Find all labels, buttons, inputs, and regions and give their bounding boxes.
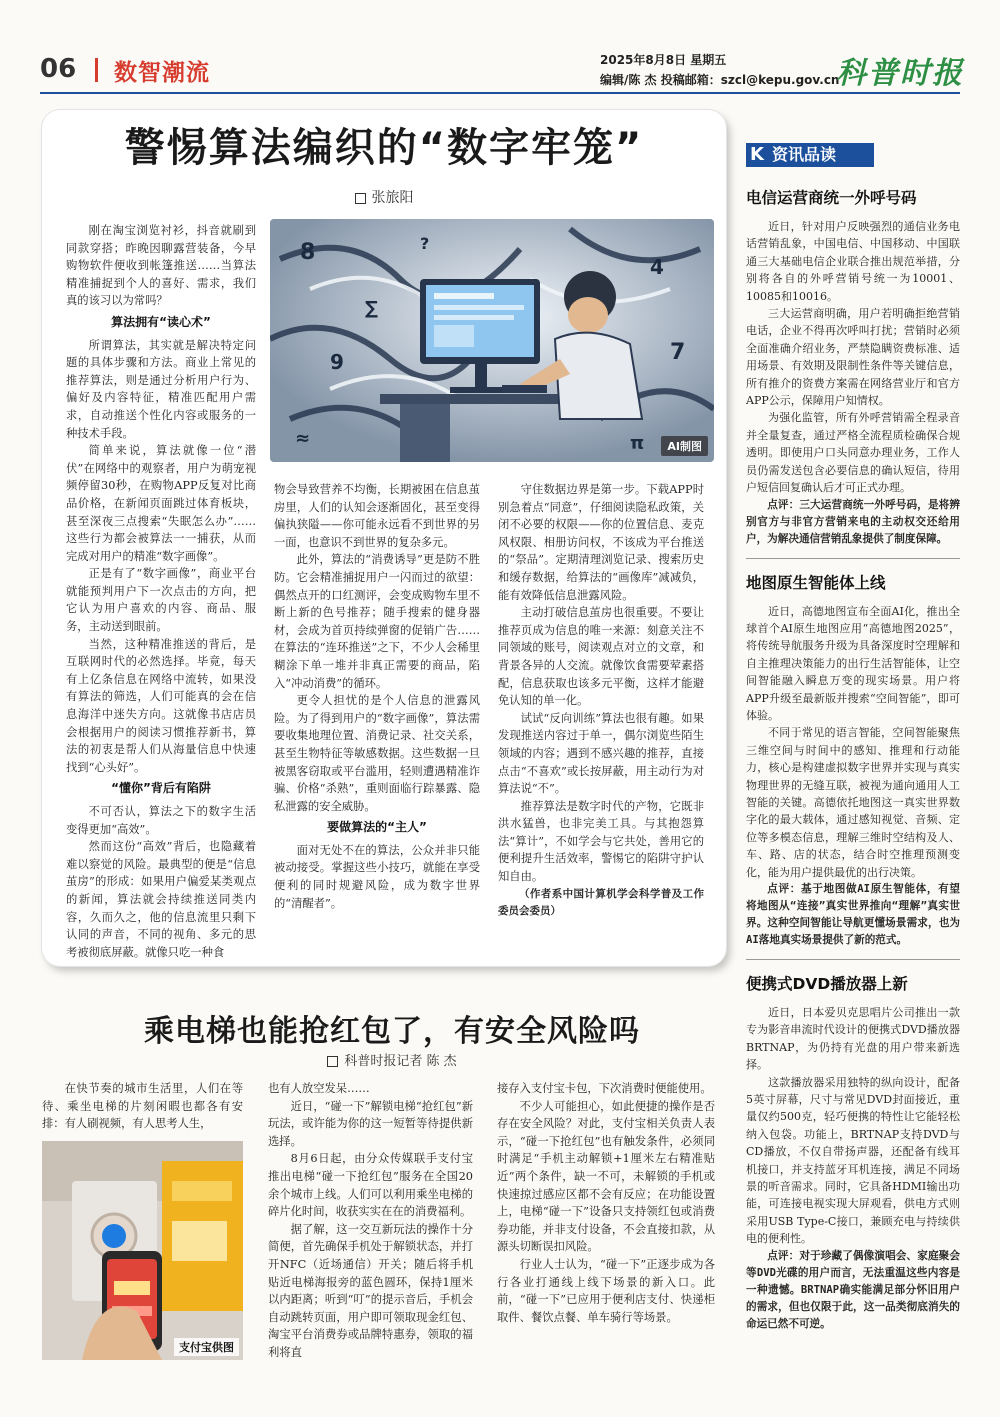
article-title: 警惕算法编织的“数字牢笼” [124, 125, 644, 171]
author-name: 张旅阳 [371, 190, 414, 206]
news-body [746, 1004, 960, 1333]
subheading: 要做算法的“主人” [327, 820, 427, 835]
news-remark [746, 881, 960, 949]
paragraph: 简单来说，算法就像一位“潜伏”在网络中的观察者，用户为萌宠视频停留30秒，在购物APP反复对比商品价格，在新闻页面跳过体育板块，甚至深夜三点搜索“失眠怎么办”……这些行为都会被算法一一捕获，从而完成对用户的精准“数字画像”。 [66, 444, 256, 563]
news-title: 电信运营商统一外呼号码 [746, 189, 917, 207]
page-number: 06 [40, 54, 77, 84]
paragraph: 当然，这种精准推送的背后，是互联网时代的必然选择。毕竟，每天有上亿条信息在网络中流转，如果没有算法的筛选，人们可能真的会在信息海洋中迷失方向。这就像书店店员会根据用户的阅读习惯推荐新书，算法的初衷是帮人们从海量信息中快速找到“心头好”。 [66, 637, 256, 774]
svg-text:7: 7 [670, 340, 686, 365]
remark-text: 三大运营商统一外呼号码，是将辨别官方与非官方营销来电的主动权交还给用户，为解决通信营销乱象提供了制度保障。 [746, 498, 960, 545]
header-rule [40, 92, 960, 94]
paragraph: 在快节奏的城市生活里，人们在等待、乘坐电梯的片刻闲暇也都各有安排：有人刷视频，有人思考人生， [42, 1082, 243, 1131]
ai-illustration [270, 219, 714, 462]
illustration-graphic [270, 219, 714, 462]
paragraph: 8月6日起，由分众传媒联手支付宝推出电梯“碰一下抢红包”服务在全国20余个城市上线。人们可以利用乘坐电梯的碎片化时间，收获实实在在的消费福利。 [268, 1152, 473, 1219]
byline-square-icon [355, 193, 366, 204]
paragraph: 近日，高德地图宣布全面AI化，推出全球首个AI原生地图应用“高德地图2025”，将传统导航服务升级为具备深度时空理解和自主推理决策能力的出行生活智能体，让空间智能融入瞬息万变的现实场景。用户将APP升级至最新版并搜索“空间智能”，即可体验。 [746, 604, 960, 722]
subheading: “懂你”背后有陷阱 [111, 781, 211, 796]
svg-text:4: 4 [650, 255, 664, 279]
paragraph: 不少人可能担心，如此便捷的操作是否存在安全风险？对此，支付宝相关负责人表示，“碰一下抢红包”也有触发条件，必须同时满足“手机主动解锁+1厘米左右精准贴近”两个条件，缺一不可，未解锁的手机或快速掠过感应区都不会有反应；在功能设置上，电梯“碰一下”设备只支持领红包或消费券功能，并非支付设备，不会直接扣款，从源头切断误扣风险。 [497, 1099, 715, 1254]
paragraph: 刚在淘宝浏览衬衫，抖音就刷到同款穿搭；昨晚因聊露营装备，今早购物软件便收到帐篷推送……当算法精准捕捉到个人的喜好、需求，我们真的该习以为常吗？ [66, 224, 256, 308]
paragraph: 然而这份“高效”背后，也隐藏着难以察觉的风险。最典型的便是“信息茧房”的形成：如果用户偏爱某类观点的新闻，算法就会持续推送同类内容，久而久之，他的信息流里只剩下认同的声音，不同的视角、多元的思考被彻底屏蔽。就像只吃一种食 [66, 840, 256, 959]
remark-label: 点评： [767, 498, 800, 511]
article-column-3 [497, 1080, 715, 1326]
svg-text:9: 9 [330, 350, 344, 374]
sidebar-divider [746, 959, 960, 960]
news-body [746, 218, 960, 548]
paragraph: 不可否认，算法之下的数字生活变得更加“高效”。 [66, 805, 256, 836]
paragraph: 也有人放空发呆…… [268, 1082, 370, 1095]
svg-text:∑: ∑ [365, 298, 378, 319]
paragraph: 正是有了“数字画像”，商业平台就能预判用户下一次点击的方向，把它认为用户喜欢的内容、商品、服务，主动送到眼前。 [66, 567, 256, 634]
article-byline [42, 1050, 742, 1069]
newspaper-masthead: 科普时报 [836, 56, 964, 91]
paragraph: 近日，日本爱贝克思唱片公司推出一款专为影音串流时代设计的便携式DVD播放器BRTNAP，为仍持有光盘的用户带来新选择。 [746, 1006, 960, 1072]
paragraph: 接存入支付宝卡包，下次消费时便能使用。 [497, 1082, 712, 1095]
news-title: 便携式DVD播放器上新 [746, 975, 908, 993]
svg-text:≈: ≈ [295, 428, 311, 449]
sidebar-news [746, 186, 960, 1333]
paragraph: 此外，算法的“消费诱导”更是防不胜防。它会精准捕捉用户一闪而过的欲望：偶然点开的口红测评，会变成购物车里不断上新的色号推荐；随手搜索的健身器材，会成为首页持续弹窗的促销广告……在算法的“连环推送”之下，不少人会稀里糊涂下单一堆并非真正需要的商品，陷入“冲动消费”的循环。 [274, 553, 480, 690]
paragraph: 为强化监管，所有外呼营销需全程录音并全量复查，通过严格全流程质检确保合规透明。即使用户口头同意办理业务，工作人员仍需发送包含必要信息的确认短信，待用户短信回复确认后才可正式办理。 [746, 411, 960, 495]
image-caption: AI制图 [661, 436, 708, 456]
issue-date: 2025年8月8日 星期五 [600, 53, 727, 67]
paragraph: 这款播放器采用独特的纵向设计，配备5英寸屏幕，尺寸与常见DVD封面接近，重量仅约500克，轻巧便携的特性让它能轻松纳入包袋。功能上，BRTNAP支持DVD与CD播放，不仅自带扬声器，还配备有线耳机接口，并支持蓝牙耳机连接，满足不同场景的听音需求。同时，它具备HDMI输出功能，可连接电视实现大屏观看，供电方式则采用USB Type-C接口，兼顾充电与持续供电的便利性。 [746, 1075, 960, 1246]
paragraph: 主动打破信息茧房也很重要。不要让推荐页成为信息的唯一来源：刻意关注不同领域的账号，阅读观点对立的文章，和背景各异的人交流。就像饮食需要荤素搭配，信息获取也该多元平衡，这样才能避免认知的单一化。 [498, 606, 704, 708]
svg-text:π: π [630, 433, 645, 454]
paragraph: 近日，“碰一下”解锁电梯“抢红包”新玩法，或许能为你的这一短暂等待提供新选择。 [268, 1099, 473, 1148]
remark-label: 点评： [767, 1249, 800, 1262]
article-column-1 [66, 222, 256, 961]
editor-contact: 编辑/陈 杰 投稿邮箱：szcl@kepu.gov.cn [600, 73, 840, 87]
sidebar-divider [746, 558, 960, 559]
paragraph: 近日，针对用户反映强烈的通信业务电话营销乱象，中国电信、中国移动、中国联通三大基础电信企业联合推出规范举措，分别将各自的外呼营销号统一为10001、10085和10016。 [746, 220, 960, 303]
section-title: 数智潮流 [114, 60, 210, 86]
news-remark [746, 497, 960, 548]
article-column-2 [268, 1080, 473, 1362]
article-column-2 [274, 481, 480, 912]
svg-text:8: 8 [300, 240, 316, 265]
remark-text: 对于珍藏了偶像演唱会、家庭聚会等DVD光碟的用户而言，无法重温这些内容是一种遗憾。BRTNAP确实能满足部分怀旧用户的需求，但也仅限于此，这一品类彻底消失的命运已然不可逆。 [746, 1249, 960, 1330]
paragraph: 不同于常见的语言智能，空间智能聚焦三维空间与时间中的感知、推理和行动能力，核心是构建虚拟数字世界并实现与真实物理世界的无缝互联，被视为通向通用人工智能的关键。高德依托地图这一真实世界数字化的最大载体，通过感知视觉、音频、定位等多模态信息，理解三维时空结构及人、车、路、店的状态，结合时空推理预测变化，能为用户提供最优的出行决策。 [746, 726, 960, 879]
paragraph: 推荐算法是数字时代的产物，它既非洪水猛兽，也非完美工具。与其抱怨算法“算计”，不如学会与它共处，善用它的便利提升生活效率，警惕它的陷阱守护认知自由。 [498, 799, 704, 884]
paragraph: 三大运营商明确，用户若明确拒绝营销电话，企业不得再次呼叫打扰；营销时必须全面准确介绍业务，严禁隐瞒资费标准、适用场景、有效期及限制性条件等关键信息，所有推介的资费方案需在网络营业厅和官方APP公示，保障用户知情权。 [746, 307, 960, 408]
paragraph: 行业人士认为，“碰一下”正逐步成为各行各业打通线上线下场景的新入口。此前，“碰一下”已应用于便利店支付、快递柜取件、餐饮点餐、单车骑行等场景。 [497, 1257, 715, 1324]
paragraph: 更令人担忧的是个人信息的泄露风险。为了得到用户的“数字画像”，算法需要收集地理位置、消费记录、社交关系，甚至生物特征等敏感数据。这些数据一旦被黑客窃取或平台滥用，轻则遭遇精准诈骗、价格“杀熟”，重则面临行踪暴露、隐私泄露的安全威胁。 [274, 694, 480, 813]
paragraph: 守住数据边界是第一步。下载APP时别急着点“同意”，仔细阅读隐私政策，关闭不必要的权限——你的位置信息、麦克风权限、相册访问权，不该成为平台推送的“祭品”。定期清理浏览记录、搜索历史和缓存数据，给算法的“画像库”减减负，能有效降低信息泄露风险。 [498, 483, 704, 602]
article-column-3 [498, 481, 704, 921]
remark-text: 基于地图做AI原生智能体，有望将地图从“连接”真实世界推向“理解”真实世界。这种空间智能让导航更懂场景需求，也为AI落地真实场景提供了新的范式。 [746, 883, 960, 946]
news-remark [746, 1248, 960, 1333]
paragraph: 面对无处不在的算法，公众并非只能被动接受。掌握这些小技巧，就能在享受便利的同时规避风险，成为数字世界的“清醒者”。 [274, 843, 480, 910]
elevator-photo [42, 1141, 243, 1360]
byline-square-icon [327, 1056, 338, 1067]
article-byline [42, 187, 726, 207]
paragraph: 所谓算法，其实就是解决特定问题的具体步骤和方法。商业上常见的推荐算法，则是通过分析用户行为、偏好及内容特征，精准匹配用户需求，自动推送个性化内容或服务的一种技术手段。 [66, 338, 256, 440]
k-badge-icon: K [746, 143, 768, 167]
paragraph: 物会导致营养不均衡，长期被困在信息茧房里，人们的认知会逐渐固化，甚至变得偏执狭隘——你可能永远看不到世界的另一面，也意识不到世界的复杂多元。 [274, 483, 480, 549]
news-body [746, 603, 960, 950]
author-name: 科普时报记者 陈 杰 [344, 1054, 457, 1069]
image-caption: 支付宝供图 [174, 1338, 239, 1356]
paragraph: 据了解，这一交互新玩法的操作十分简便，首先确保手机处于解锁状态，并打开NFC（近场通信）开关；随后将手机贴近电梯海报旁的蓝色圆环，保持1厘米以内距离；听到“叮”的提示音后，手机会自动跳转页面，用户即可领取现金红包、淘宝平台消费券或品牌特惠券，领取的福利将直 [268, 1222, 473, 1359]
svg-text:?: ? [420, 234, 430, 253]
photo-graphic [42, 1141, 243, 1360]
header-divider [95, 58, 98, 82]
remark-label: 点评： [767, 883, 801, 895]
article-column-1 [42, 1080, 243, 1133]
sidebar-title: 资讯品读 [768, 143, 874, 167]
article-title: 乘电梯也能抢红包了，有安全风险吗 [144, 1014, 640, 1049]
subheading: 算法拥有“读心术” [111, 314, 211, 329]
paragraph: 试试“反向训练”算法也很有趣。如果发现推送内容过于单一，偶尔浏览些陌生领域的内容；遇到不感兴趣的推荐，直接点击“不喜欢”或长按屏蔽，用主动行为对算法说“不”。 [498, 711, 704, 796]
news-title: 地图原生智能体上线 [746, 573, 886, 592]
author-note: （作者系中国计算机学会科学普及工作委员会委员） [498, 887, 704, 918]
